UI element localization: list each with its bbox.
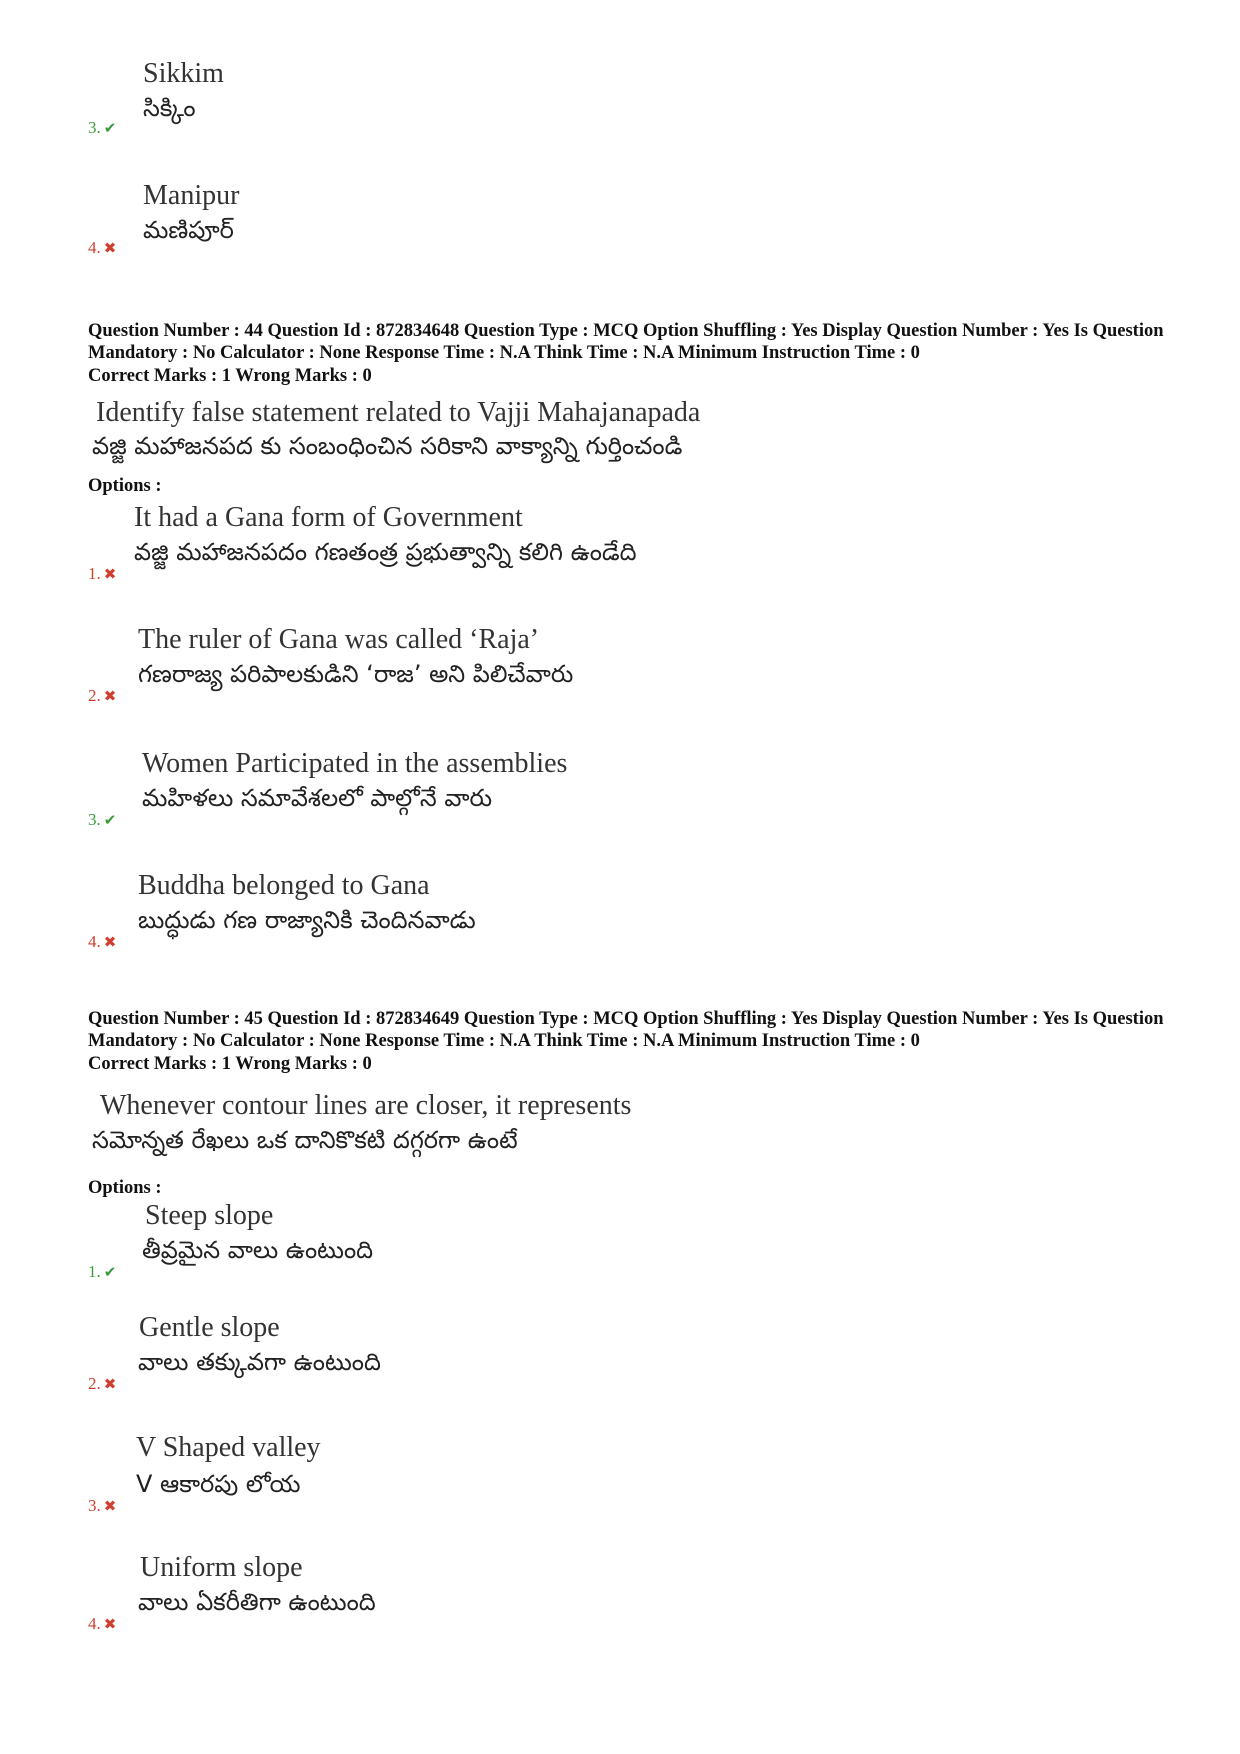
option-number: 4. ✖ (88, 238, 117, 257)
option-text-en: It had a Gana form of Government (134, 502, 523, 533)
question-45-marks: Correct Marks : 1 Wrong Marks : 0 (88, 1054, 372, 1074)
correct-check-icon: ✔ (103, 811, 117, 829)
option-text-en: Women Participated in the assemblies (142, 748, 568, 779)
question-45-text-te: సమోన్నత రేఖలు ఒక దానికొకటి దగ్గరగా ఉంటే (92, 1126, 518, 1154)
wrong-cross-icon: ✖ (103, 687, 117, 705)
option-text-te: వాలు ఏకరీతిగా ఉంటుంది (138, 1588, 376, 1616)
wrong-cross-icon: ✖ (103, 1497, 117, 1515)
question-44-text-te: వజ్జి మహాజనపద కు సంబంధించిన సరికాని వాక్యాన్ని గుర్తించండి (92, 432, 683, 460)
question-44-text-en: Identify false statement related to Vajji Mahajanapada (96, 397, 701, 428)
option-number: 2. ✖ (88, 1374, 117, 1393)
wrong-cross-icon: ✖ (103, 933, 117, 951)
option-text-en: Buddha belonged to Gana (138, 870, 430, 901)
question-44-marks: Correct Marks : 1 Wrong Marks : 0 (88, 366, 372, 386)
wrong-cross-icon: ✖ (103, 239, 117, 257)
question-45-options-label: Options : (88, 1178, 162, 1198)
option-number: 3. ✖ (88, 1496, 117, 1515)
option-number: 3. ✔ (88, 118, 117, 137)
option-number: 1. ✔ (88, 1262, 117, 1281)
option-text-en: V Shaped valley (136, 1432, 321, 1463)
option-number: 1. ✖ (88, 564, 117, 583)
question-45-text-en: Whenever contour lines are closer, it represents (100, 1090, 632, 1121)
option-text-te: మణిపూర్ (143, 216, 234, 244)
option-text-en: Steep slope (145, 1200, 274, 1231)
question-44-options-label: Options : (88, 476, 162, 496)
wrong-cross-icon: ✖ (103, 1615, 117, 1633)
correct-check-icon: ✔ (103, 119, 117, 137)
option-text-te: బుద్ధుడు గణ రాజ్యానికి చెందినవాడు (138, 906, 476, 934)
option-number: 4. ✖ (88, 1614, 117, 1633)
correct-check-icon: ✔ (103, 1263, 117, 1281)
option-text-en: Gentle slope (139, 1312, 280, 1343)
option-text-en: Uniform slope (140, 1552, 303, 1583)
option-number: 2. ✖ (88, 686, 117, 705)
option-text-te: వాలు తక్కువగా ఉంటుంది (138, 1348, 381, 1376)
option-text-en: The ruler of Gana was called ‘Raja’ (138, 624, 540, 655)
option-text-te: మహిళలు సమావేశలలో పాల్గోనే వారు (142, 784, 493, 812)
option-number: 4. ✖ (88, 932, 117, 951)
option-text-te: తీవ్రమైన వాలు ఉంటుంది (142, 1236, 374, 1264)
option-number: 3. ✔ (88, 810, 117, 829)
option-text-te: గణరాజ్య పరిపాలకుడిని ‘రాజ’ అని పిలిచేవారు (138, 660, 574, 688)
question-45-metadata: Question Number : 45 Question Id : 872834649 Question Type : MCQ Option Shuffling : Yes Display Question Number : Yes Is Question Mandatory : No Calculator : None Response Time : N.A Think Time : N.A Minimum Instruction Time : 0 (88, 1009, 1164, 1051)
wrong-cross-icon: ✖ (103, 1375, 117, 1393)
option-text-te: వజ్జి మహాజనపదం గణతంత్ర ప్రభుత్వాన్ని కలిగి ఉండేది (134, 538, 637, 566)
question-44-metadata: Question Number : 44 Question Id : 872834648 Question Type : MCQ Option Shuffling : Yes Display Question Number : Yes Is Question Mandatory : No Calculator : None Response Time : N.A Think Time : N.A Minimum Instruction Time : 0 (88, 321, 1164, 363)
option-text-te: సిక్కిం (143, 94, 196, 122)
option-text-te: V ఆకారపు లోయ (136, 1470, 301, 1498)
option-text-en: Manipur (143, 180, 240, 211)
option-text-en: Sikkim (143, 58, 224, 89)
wrong-cross-icon: ✖ (103, 565, 117, 583)
